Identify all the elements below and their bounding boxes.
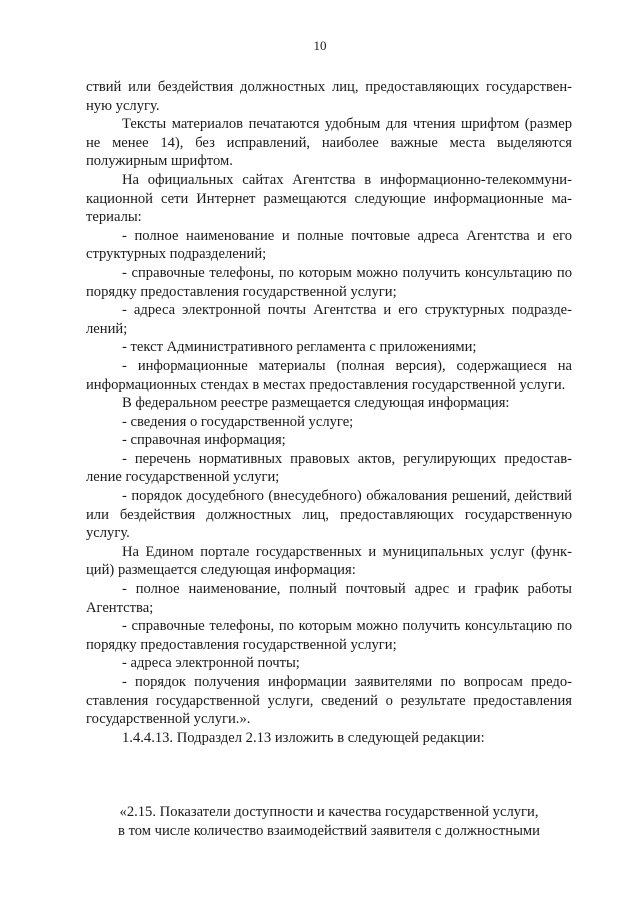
paragraph-8: - информационные материалы (полная версия), содержащиеся на информационных стендах в местах предоставления государственной услуги. (86, 357, 572, 393)
paragraph-4: - полное наименование и полные почтовые адреса Агентства и его структурных подразделений; (86, 227, 572, 263)
paragraph-19: 1.4.4.13. Подраздел 2.13 изложить в следующей редакции: (122, 729, 485, 746)
page-number: 10 (313, 38, 327, 53)
paragraph-16: - справочные телефоны, по которым можно получить консультацию по порядку предоставления государственной услуги; (86, 618, 572, 653)
paragraph-7: - текст Административного регламента с приложениями; (122, 339, 477, 356)
section-heading (86, 803, 572, 840)
paragraph-3: На официальных сайтах Агентства в информационно-телекоммуникационной сети Интернет размещаются следующие информационные материалы: (86, 171, 572, 226)
paragraph-13: - порядок досудебного (внесудебного) обжалования решений, действий или бездействия должностных лиц, предоставляющих государственную услугу. (86, 488, 572, 542)
section-heading-line-2: в том числе количество взаимодействий заявителя с должностными (118, 822, 540, 839)
paragraph-15: - полное наименование, полный почтовый адрес и график работы Агентства; (86, 581, 572, 616)
paragraph-12: - перечень нормативных правовых актов, регулирующих предоставление государственной услуги; (86, 450, 572, 486)
paragraph-17: - адреса электронной почты; (122, 655, 300, 672)
paragraph-2: Тексты материалов печатаются удобным для чтения шрифтом (размер не менее 14), без исправлений, наиболее важные места выделяются полужирным шрифтом. (86, 116, 572, 170)
paragraph-5: - справочные телефоны, по которым можно получить консультацию по порядку предоставления государственной услуги; (86, 264, 572, 300)
paragraph-1: ствий или бездействия должностных лиц, предоставляющих государственную услугу. (86, 79, 572, 114)
section-heading-line-1: «2.15. Показатели доступности и качества государственной услуги, (119, 804, 539, 820)
paragraph-10: - сведения о государственной услуге; (122, 413, 354, 430)
paragraph-9: В федеральном реестре размещается следующая информация: (122, 395, 510, 412)
paragraph-6: - адреса электронной почты Агентства и его структурных подразделений; (86, 302, 572, 337)
paragraph-14: На Едином портале государственных и муниципальных услуг (функций) размещается следующая информация: (86, 543, 572, 579)
document-body (86, 78, 572, 747)
paragraph-11: - справочная информация; (122, 432, 286, 449)
paragraph-18: - порядок получения информации заявителями по вопросам предоставления государственной услуги, сведений о результате предоставления государственной услуги.». (86, 674, 572, 728)
